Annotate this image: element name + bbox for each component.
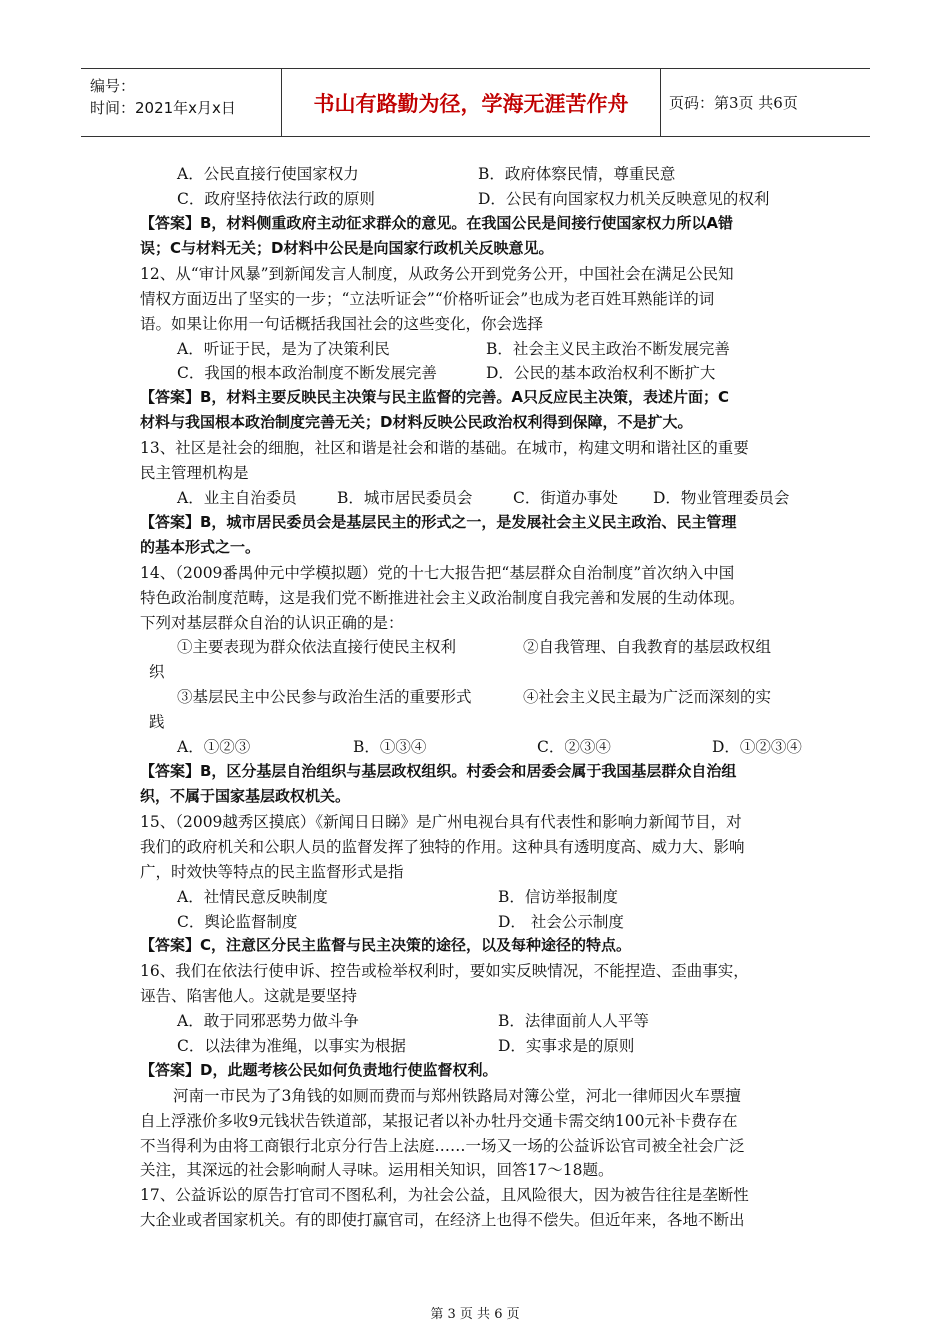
option-line: A．敢于同邪恶势力做斗争 bbox=[177, 1012, 359, 1030]
option-line: A．社情民意反映制度 bbox=[177, 888, 328, 906]
answer-line: 的基本形式之一。 bbox=[140, 538, 261, 556]
option-line: C．政府坚持依法行政的原则 bbox=[177, 190, 375, 208]
option-line: B．①③④ bbox=[353, 738, 427, 756]
option-line: A．业主自治委员 bbox=[177, 489, 297, 507]
answer-line: 【答案】B，材料主要反映民主决策与民主监督的完善。A只反应民主决策，表述片面；C bbox=[140, 388, 730, 406]
option-line: D．公民有向国家权力机关反映意见的权利 bbox=[478, 190, 770, 208]
option-line: A．听证于民，是为了决策利民 bbox=[177, 340, 390, 358]
question-line: 广，时效快等特点的民主监督形式是指 bbox=[140, 863, 404, 881]
time-label: 时间：2021年x月x日 bbox=[90, 99, 236, 117]
answer-line: 材料与我国根本政治制度完善无关；D材料反映公民政治权利得到保障，不是扩大。 bbox=[140, 413, 693, 431]
question-line: 16、我们在依法行使申诉、控告或检举权利时，要如实反映情况，不能捏造、歪曲事实， bbox=[140, 962, 749, 980]
question-line: 语。如果让你用一句话概括我国社会的这些变化，你会选择 bbox=[140, 315, 544, 333]
question-line: 诬告、陷害他人。这就是要坚持 bbox=[140, 987, 358, 1005]
serial-label: 编号： bbox=[90, 77, 136, 95]
answer-line: 【答案】C，注意区分民主监督与民主决策的途径，以及每种途径的特点。 bbox=[140, 936, 632, 954]
question-line: 民主管理机构是 bbox=[140, 464, 249, 482]
answer-line: 【答案】D，此题考核公民如何负责地行使监督权利。 bbox=[140, 1061, 498, 1079]
option-line: B．政府体察民情，尊重民意 bbox=[478, 165, 676, 183]
option-line: A．①②③ bbox=[177, 738, 251, 756]
question-line: 13、社区是社会的细胞，社区和谐是社会和谐的基础。在城市，构建文明和谐社区的重要 bbox=[140, 439, 749, 457]
option-line: C．街道办事处 bbox=[513, 489, 618, 507]
question-line: 情权方面迈出了坚实的一步；“立法听证会”“价格听证会”也成为老百姓耳熟能详的词 bbox=[140, 290, 715, 308]
statement-line: 织 bbox=[149, 663, 165, 681]
statement-line: ③基层民主中公民参与政治生活的重要形式 bbox=[177, 688, 472, 706]
answer-line: 误；C与材料无关；D材料中公民是向国家行政机关反映意见。 bbox=[140, 239, 554, 257]
page-footer: 第 3 页 共 6 页 bbox=[430, 1307, 520, 1322]
option-line: B．信访举报制度 bbox=[498, 888, 618, 906]
option-line: C．舆论监督制度 bbox=[177, 913, 298, 931]
answer-line: 织，不属于国家基层政权机关。 bbox=[140, 787, 351, 805]
statement-line: ④社会主义民主最为广泛而深刻的实 bbox=[523, 688, 772, 706]
option-line: B．社会主义民主政治不断发展完善 bbox=[486, 340, 730, 358]
answer-line: 【答案】B，材料侧重政府主动征求群众的意见。在我国公民是间接行使国家权力所以A错 bbox=[140, 214, 734, 232]
question-line: 特色政治制度范畴，这是我们党不断推进社会主义政治制度自我完善和发展的生动体现。 bbox=[140, 589, 745, 607]
question-line: 下列对基层群众自治的认识正确的是： bbox=[140, 614, 404, 632]
option-line: B．法律面前人人平等 bbox=[498, 1012, 649, 1030]
page-header bbox=[81, 68, 870, 137]
question-line: 14、（2009番禺仲元中学模拟题）党的十七大报告把“基层群众自治制度”首次纳入中国 bbox=[140, 564, 735, 582]
option-line: C．②③④ bbox=[537, 738, 611, 756]
option-line: C．我国的根本政治制度不断发展完善 bbox=[177, 364, 437, 382]
answer-line: 【答案】B，城市居民委员会是基层民主的形式之一，是发展社会主义民主政治、民主管理 bbox=[140, 513, 737, 531]
option-line: A．公民直接行使国家权力 bbox=[177, 165, 359, 183]
question-line: 12、从“审计风暴”到新闻发言人制度，从政务公开到党务公开，中国社会在满足公民知 bbox=[140, 265, 734, 283]
question-line: 15、（2009越秀区摸底）《新闻日日睇》是广州电视台具有代表性和影响力新闻节目，对 bbox=[140, 813, 742, 831]
statement-line: 践 bbox=[149, 713, 165, 731]
passage-line: 不当得利为由将工商银行北京分行告上法庭……一场又一场的公益诉讼官司被全社会广泛 bbox=[140, 1137, 745, 1155]
option-line: D．物业管理委员会 bbox=[653, 489, 790, 507]
question-line: 17、公益诉讼的原告打官司不图私利，为社会公益，且风险很大，因为被告往往是垄断性 bbox=[140, 1186, 749, 1204]
passage-line: 关注，其深远的社会影响耐人寻味。运用相关知识，回答17～18题。 bbox=[140, 1161, 614, 1179]
question-line: 我们的政府机关和公职人员的监督发挥了独特的作用。这种具有透明度高、威力大、影响 bbox=[140, 838, 745, 856]
answer-line: 【答案】B，区分基层自治组织与基层政权组织。村委会和居委会属于我国基层群众自治组 bbox=[140, 762, 737, 780]
header-meta bbox=[81, 69, 282, 136]
option-line: D．公民的基本政治权利不断扩大 bbox=[486, 364, 716, 382]
option-line: D．实事求是的原则 bbox=[498, 1037, 635, 1055]
page-number-label: 页码：第3页 共6页 bbox=[669, 94, 798, 112]
option-line: D．①②③④ bbox=[712, 738, 802, 756]
option-line: C．以法律为准绳，以事实为根据 bbox=[177, 1037, 406, 1055]
passage-line: 河南一市民为了3角钱的如厕而费而与郑州铁路局对簿公堂，河北一律师因火车票擅 bbox=[173, 1087, 741, 1105]
option-line: D． 社会公示制度 bbox=[498, 913, 624, 931]
statement-line: ①主要表现为群众依法直接行使民主权利 bbox=[177, 638, 457, 656]
question-line: 大企业或者国家机关。有的即使打赢官司，在经济上也得不偿失。但近年来，各地不断出 bbox=[140, 1211, 745, 1229]
statement-line: ②自我管理、自我教育的基层政权组 bbox=[523, 638, 772, 656]
passage-line: 自上浮涨价多收9元钱状告铁道部，某报记者以补办牡丹交通卡需交纳100元补卡费存在 bbox=[140, 1112, 738, 1130]
option-line: B．城市居民委员会 bbox=[337, 489, 473, 507]
motto: 书山有路勤为径，学海无涯苦作舟 bbox=[282, 69, 661, 136]
